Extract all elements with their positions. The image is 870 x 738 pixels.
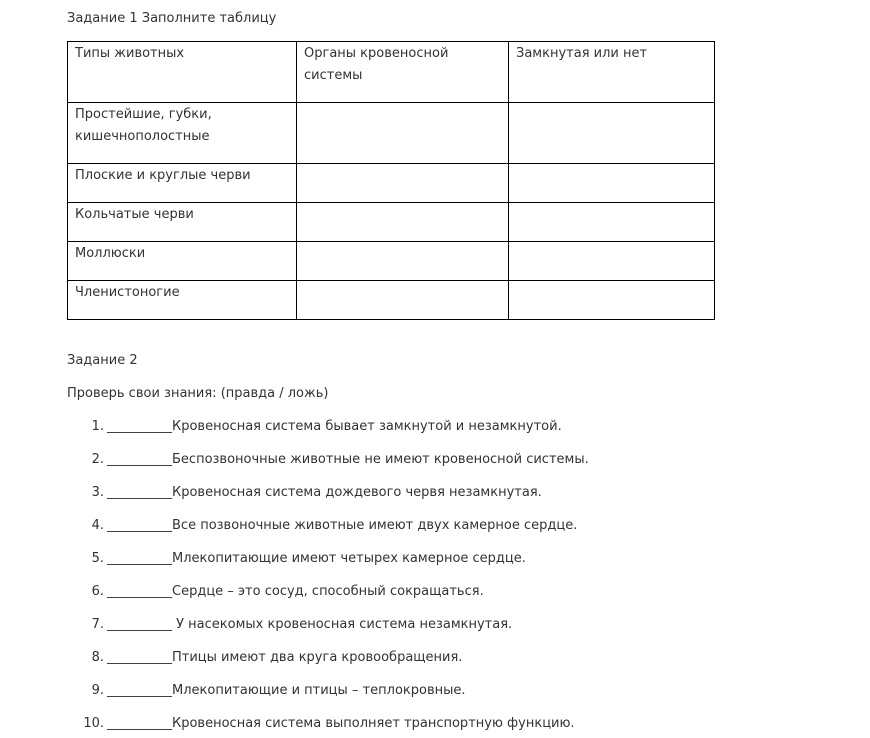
- item-statement: __________Кровеносная система бывает замкнутой и незамкнутой.: [107, 419, 562, 434]
- item-statement: __________ У насекомых кровеносная система незамкнутая.: [107, 617, 513, 632]
- header-animal-types: Типы животных: [68, 42, 297, 103]
- item-statement: __________Все позвоночные животные имеют двух камерное сердце.: [107, 518, 578, 533]
- item-number: 5.: [91, 551, 104, 566]
- table-row: [68, 103, 715, 164]
- task2-title: Задание 2: [67, 353, 138, 368]
- item-statement: __________Млекопитающие и птицы – теплокровные.: [107, 683, 466, 698]
- fill-in-table: [67, 41, 715, 320]
- table-header-row: [68, 42, 715, 103]
- item-number: 7.: [91, 617, 104, 632]
- answer-cell-organs[interactable]: [297, 203, 509, 242]
- item-number: 3.: [91, 485, 104, 500]
- header-closed-or-not: Замкнутая или нет: [509, 42, 715, 103]
- answer-cell-organs[interactable]: [297, 242, 509, 281]
- item-number: 9.: [91, 683, 104, 698]
- answer-cell-organs[interactable]: [297, 103, 509, 164]
- table-row: [68, 281, 715, 320]
- item-statement: __________Кровеносная система дождевого червя незамкнутая.: [107, 485, 542, 500]
- item-statement: __________Млекопитающие имеют четырех камерное сердце.: [107, 551, 526, 566]
- animal-type-cell: Плоские и круглые черви: [68, 164, 297, 203]
- answer-cell-closed[interactable]: [509, 103, 715, 164]
- item-number: 4.: [91, 518, 104, 533]
- answer-cell-closed[interactable]: [509, 164, 715, 203]
- item-number: 10.: [83, 716, 104, 731]
- answer-cell-closed[interactable]: [509, 281, 715, 320]
- animal-type-cell: Простейшие, губки, кишечнополостные: [68, 103, 297, 164]
- task2-subtitle: Проверь свои знания: (правда / ложь): [67, 386, 329, 401]
- table-row: [68, 164, 715, 203]
- task1-title: Задание 1 Заполните таблицу: [67, 11, 277, 26]
- animal-type-cell: Моллюски: [68, 242, 297, 281]
- header-circulatory-organs: Органы кровеносной системы: [297, 42, 509, 103]
- item-number: 2.: [91, 452, 104, 467]
- answer-cell-organs[interactable]: [297, 281, 509, 320]
- item-number: 6.: [91, 584, 104, 599]
- table-row: [68, 242, 715, 281]
- item-statement: __________Кровеносная система выполняет транспортную функцию.: [107, 716, 575, 731]
- answer-cell-closed[interactable]: [509, 242, 715, 281]
- table-row: [68, 203, 715, 242]
- item-statement: __________Беспозвоночные животные не имеют кровеносной системы.: [107, 452, 589, 467]
- item-number: 8.: [91, 650, 104, 665]
- animal-type-cell: Членистоногие: [68, 281, 297, 320]
- answer-cell-organs[interactable]: [297, 164, 509, 203]
- item-statement: __________Сердце – это сосуд, способный сокращаться.: [107, 584, 484, 599]
- item-number: 1.: [91, 419, 104, 434]
- item-statement: __________Птицы имеют два круга кровообращения.: [107, 650, 463, 665]
- answer-cell-closed[interactable]: [509, 203, 715, 242]
- animal-type-cell: Кольчатые черви: [68, 203, 297, 242]
